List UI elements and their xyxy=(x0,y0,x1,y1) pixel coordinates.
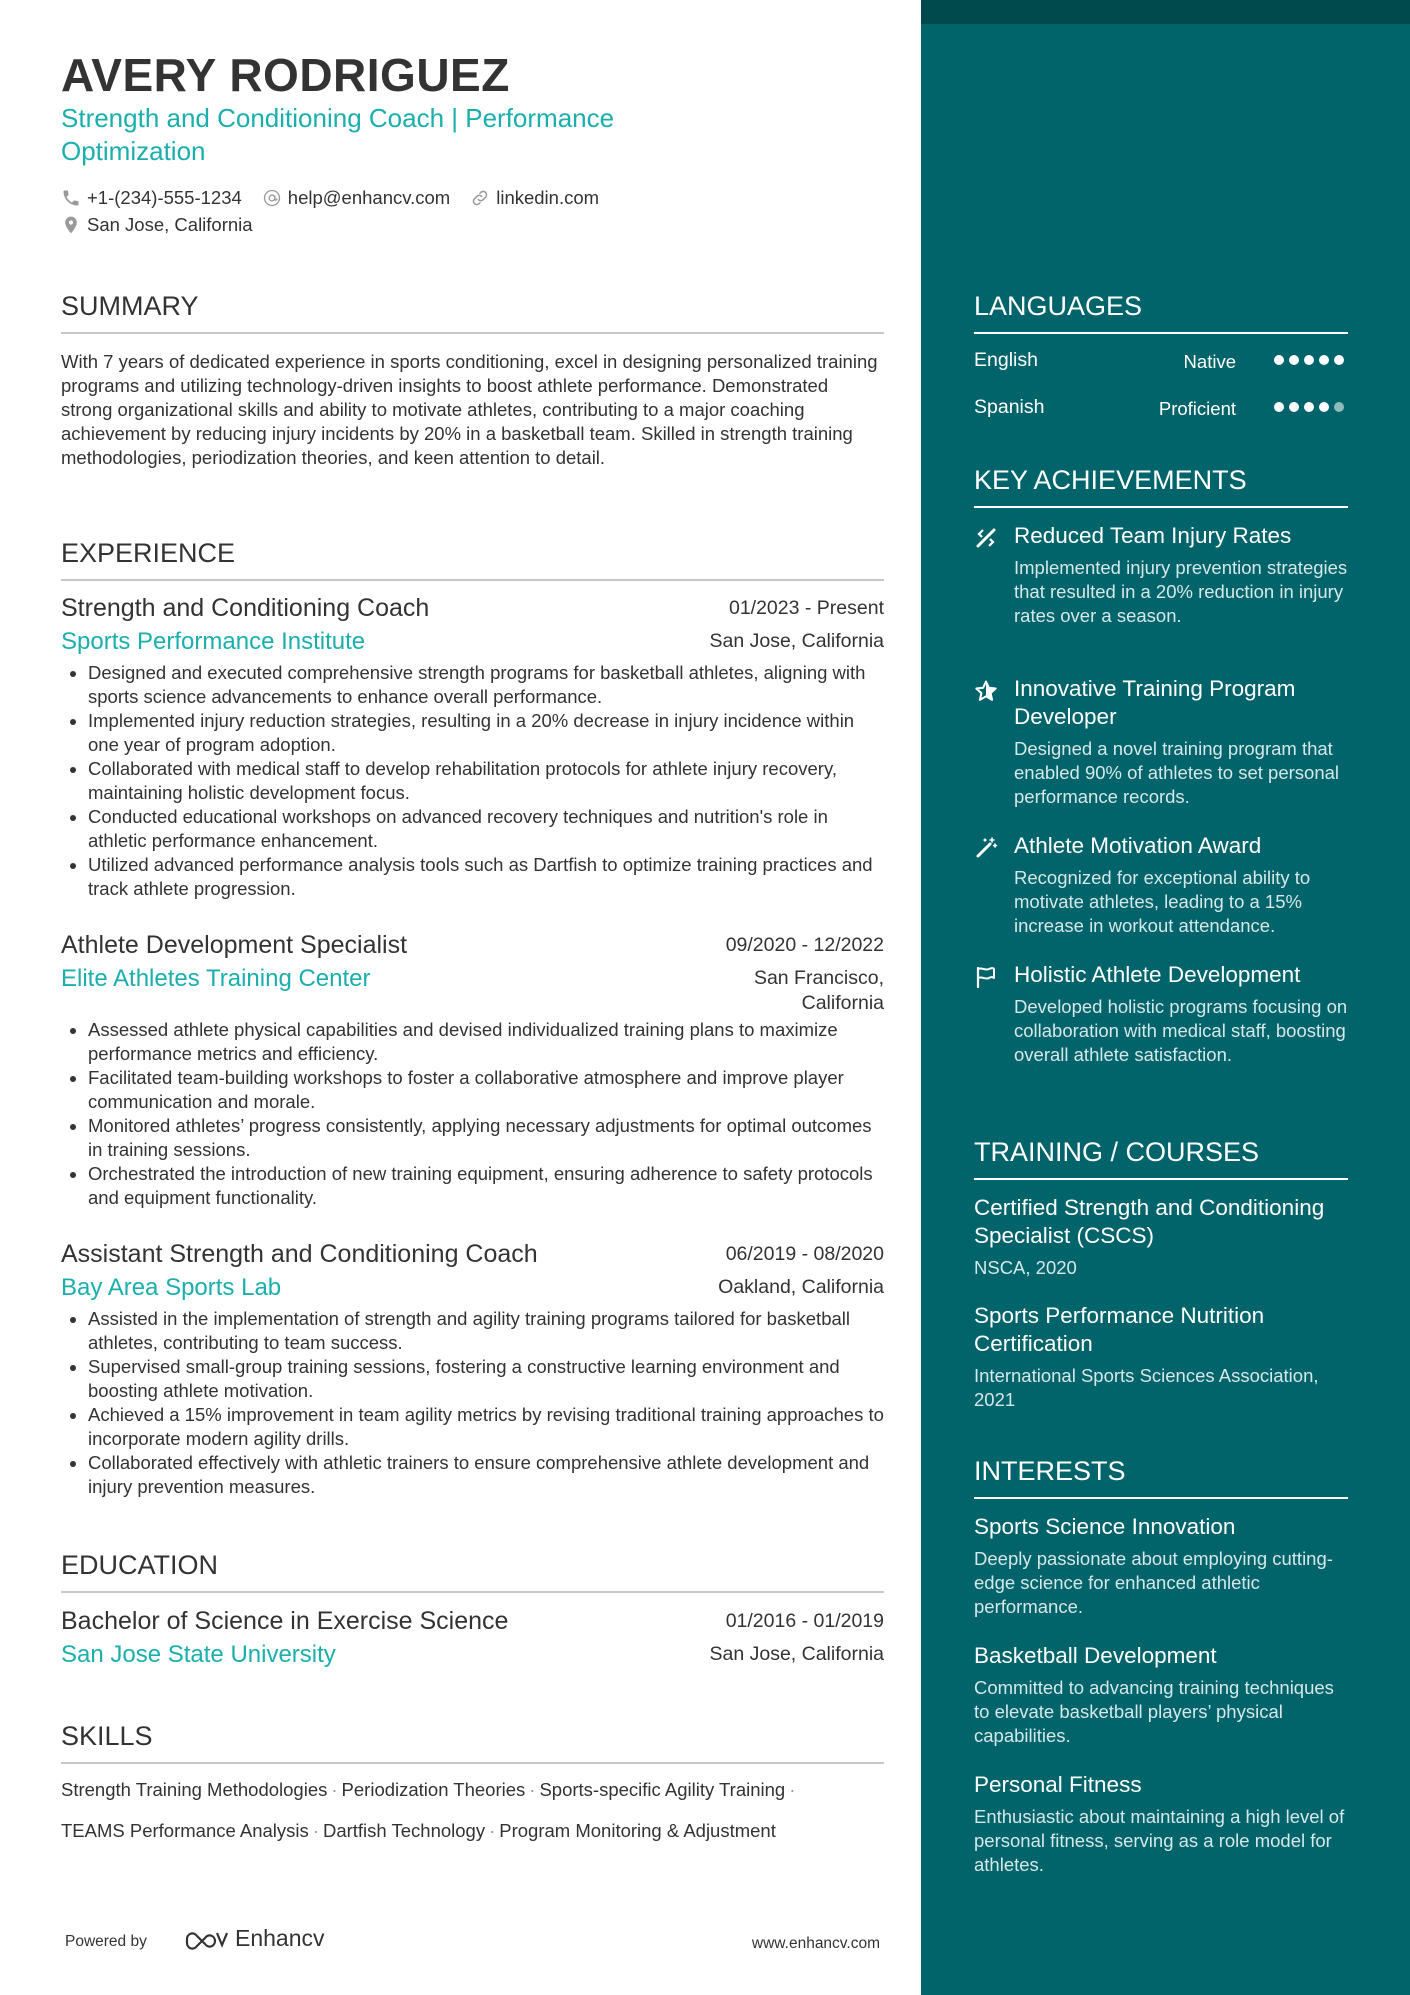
location-text: San Jose, California xyxy=(87,213,253,235)
star-icon xyxy=(974,679,998,703)
training-title: Certified Strength and Conditioning Specialist (CSCS) xyxy=(974,1195,1325,1248)
language-rating xyxy=(1274,402,1344,412)
rating-dot-empty xyxy=(1334,402,1344,412)
education-location: San Jose, California xyxy=(709,1643,884,1665)
rating-dot xyxy=(1319,402,1329,412)
summary-heading: SUMMARY xyxy=(61,290,884,334)
job-company: Bay Area Sports Lab xyxy=(61,1274,282,1301)
rating-dot xyxy=(1304,355,1314,365)
bullet-item: • Collaborated effectively with athletic trainers to ensure comprehensive athlete development and injury prevention measures. xyxy=(88,1451,884,1499)
job-bullets xyxy=(61,1018,884,1210)
skill-item: Strength Training Methodologies xyxy=(61,1779,328,1800)
experience-entry xyxy=(61,591,884,901)
skill-separator: · xyxy=(529,1779,536,1800)
sidebar-top-bar xyxy=(921,0,1410,24)
interest-item xyxy=(974,1513,1354,1619)
job-title: Athlete Development Specialist xyxy=(61,931,408,959)
job-dates: 09/2020 - 12/2022 xyxy=(725,934,884,956)
at-icon xyxy=(262,188,282,208)
interest-title: Personal Fitness xyxy=(974,1772,1142,1797)
degree: Bachelor of Science in Exercise Science xyxy=(61,1607,509,1635)
achievement-item xyxy=(974,675,1354,809)
job-dates: 06/2019 - 08/2020 xyxy=(725,1243,884,1265)
language-rating xyxy=(1274,355,1344,365)
interest-title: Basketball Development xyxy=(974,1643,1217,1668)
achievement-desc: Designed a novel training program that enabled 90% of athletes to set personal performance records. xyxy=(1014,738,1340,807)
training-heading: TRAINING / COURSES xyxy=(974,1136,1348,1180)
education-entry xyxy=(61,1604,884,1672)
bullet-item: • Supervised small-group training sessions, fostering a constructive learning environment and boosting athlete motivation. xyxy=(88,1355,884,1403)
skill-item: Program Monitoring & Adjustment xyxy=(499,1820,776,1841)
bullet-item: • Conducted educational workshops on advanced recovery techniques and nutrition's role in athletic performance enhancement. xyxy=(88,805,884,853)
skill-separator: · xyxy=(312,1820,319,1841)
headline: Strength and Conditioning Coach | Performance Optimization xyxy=(61,103,615,166)
achievement-desc: Recognized for exceptional ability to motivate athletes, leading to a 15% increase in workout attendance. xyxy=(1014,867,1311,936)
candidate-name: AVERY RODRIGUEZ xyxy=(61,49,510,101)
job-company: Elite Athletes Training Center xyxy=(61,965,371,992)
skills-row xyxy=(61,1779,901,1801)
training-title: Sports Performance Nutrition Certification xyxy=(974,1303,1265,1356)
languages-heading: LANGUAGES xyxy=(974,290,1348,334)
language-item xyxy=(974,396,1348,426)
magic-wand-icon xyxy=(974,836,998,860)
skill-item: TEAMS Performance Analysis xyxy=(61,1820,309,1841)
job-title: Strength and Conditioning Coach xyxy=(61,594,430,622)
job-location: Oakland, California xyxy=(718,1276,884,1298)
skill-item: Dartfish Technology xyxy=(322,1820,486,1841)
bullet-item: • Designed and executed comprehensive strength programs for basketball athletes, aligning with sports science advancements to enhance overall performance. xyxy=(88,661,884,709)
skill-separator: · xyxy=(331,1779,338,1800)
education-dates: 01/2016 - 01/2019 xyxy=(725,1610,884,1632)
interests-heading: INTERESTS xyxy=(974,1455,1348,1499)
location-contact xyxy=(61,214,253,236)
skill-separator: · xyxy=(789,1779,796,1800)
achievement-title: Reduced Team Injury Rates xyxy=(1014,523,1292,548)
job-location: San Jose, California xyxy=(709,630,884,652)
achievement-item xyxy=(974,961,1354,1067)
job-title: Assistant Strength and Conditioning Coach xyxy=(61,1240,538,1268)
powered-by-label: Powered by xyxy=(65,1933,147,1950)
training-item xyxy=(974,1194,1354,1280)
contact-info xyxy=(61,184,861,238)
job-bullets xyxy=(61,661,884,901)
rating-dot xyxy=(1334,355,1344,365)
bullet-item: • Monitored athletes’ progress consistently, applying necessary adjustments for optimal outcomes in training sessions. xyxy=(88,1114,884,1162)
interest-desc: Deeply passionate about employing cutting-edge science for enhanced athletic performance. xyxy=(974,1548,1333,1617)
language-name: Spanish xyxy=(974,396,1045,418)
skill-item: Periodization Theories xyxy=(341,1779,526,1800)
job-dates: 01/2023 - Present xyxy=(728,597,884,619)
language-level: Proficient xyxy=(1158,398,1236,419)
link-icon xyxy=(470,188,490,208)
achievement-item xyxy=(974,832,1354,938)
linkedin-contact[interactable] xyxy=(470,187,599,209)
interest-item xyxy=(974,1771,1354,1877)
skill-item: Sports-specific Agility Training xyxy=(539,1779,786,1800)
skills-row xyxy=(61,1820,901,1842)
bullet-item: • Utilized advanced performance analysis tools such as Dartfish to optimize training practices and track athlete progression. xyxy=(88,853,884,901)
email-contact[interactable] xyxy=(262,187,450,209)
skill-separator: · xyxy=(489,1820,496,1841)
training-item xyxy=(974,1302,1354,1412)
summary-text: With 7 years of dedicated experience in sports conditioning, excel in designing personalized training programs and utilizing technology-driven insights to boost athlete performance. Demonstrated strong organizational skills and ability to motivate athletes, contributing to a major coaching achievement by reducing injury incidents by 20% in a basketball team. Skilled in strength training methodologies, periodization theories, and keen attention to detail. xyxy=(61,351,878,468)
language-name: English xyxy=(974,349,1038,371)
achievement-item xyxy=(974,522,1354,628)
skills-heading: SKILLS xyxy=(61,1720,884,1764)
achievement-desc: Implemented injury prevention strategies that resulted in a 20% reduction in injury rates over a season. xyxy=(1014,557,1348,626)
training-provider: NSCA, 2020 xyxy=(974,1257,1077,1278)
job-bullets xyxy=(61,1307,884,1499)
rating-dot xyxy=(1304,402,1314,412)
enhancv-logo[interactable] xyxy=(183,1925,325,1952)
flag-icon xyxy=(974,965,998,989)
bullet-item: • Assisted in the implementation of strength and agility training programs tailored for basketball athletes, contributing to team success. xyxy=(88,1307,884,1355)
interest-title: Sports Science Innovation xyxy=(974,1514,1236,1539)
bullet-item: • Achieved a 15% improvement in team agility metrics by revising traditional training approaches to incorporate modern agility drills. xyxy=(88,1403,884,1451)
rating-dot xyxy=(1274,402,1284,412)
location-pin-icon xyxy=(61,215,81,235)
achievement-title: Athlete Motivation Award xyxy=(1014,833,1262,858)
experience-entry xyxy=(61,928,884,1210)
experience-heading: EXPERIENCE xyxy=(61,537,884,581)
achievement-desc: Developed holistic programs focusing on collaboration with medical staff, boosting overall athlete satisfaction. xyxy=(1014,996,1348,1065)
achievement-title: Innovative Training Program Developer xyxy=(1014,676,1296,729)
bullet-item: • Collaborated with medical staff to develop rehabilitation protocols for athlete injury recovery, maintaining holistic development focus. xyxy=(88,757,884,805)
phone-contact xyxy=(61,187,242,209)
achievements-heading: KEY ACHIEVEMENTS xyxy=(974,464,1348,508)
phone-text: +1-(234)-555-1234 xyxy=(87,186,242,208)
job-location: San Francisco, California xyxy=(753,967,884,1014)
footer-url[interactable]: www.enhancv.com xyxy=(751,1935,880,1952)
language-item xyxy=(974,349,1348,379)
interest-desc: Enthusiastic about maintaining a high level of personal fitness, serving as a role model for athletes. xyxy=(974,1806,1345,1875)
training-provider: International Sports Sciences Association, 2021 xyxy=(974,1365,1319,1410)
linkedin-link[interactable]: linkedin.com xyxy=(496,186,600,208)
bandage-icon xyxy=(974,526,998,550)
job-company: Sports Performance Institute xyxy=(61,628,366,655)
bullet-item: • Facilitated team-building workshops to foster a collaborative atmosphere and improve player communication and morale. xyxy=(88,1066,884,1114)
bullet-item: • Assessed athlete physical capabilities and devised individualized training plans to maximize performance metrics and efficiency. xyxy=(88,1018,884,1066)
education-heading: EDUCATION xyxy=(61,1549,884,1593)
footer xyxy=(65,1925,880,1965)
enhancv-logo-icon xyxy=(183,1927,229,1951)
interest-item xyxy=(974,1642,1354,1748)
bullet-item: • Orchestrated the introduction of new training equipment, ensuring adherence to safety protocols and equipment functionality. xyxy=(88,1162,884,1210)
rating-dot xyxy=(1289,402,1299,412)
interest-desc: Committed to advancing training techniques to elevate basketball players’ physical capabilities. xyxy=(974,1677,1334,1746)
phone-icon xyxy=(61,188,81,208)
school-name: San Jose State University xyxy=(61,1641,336,1668)
rating-dot xyxy=(1319,355,1329,365)
email-link[interactable]: help@enhancv.com xyxy=(287,186,451,208)
rating-dot xyxy=(1289,355,1299,365)
experience-entry xyxy=(61,1237,884,1499)
rating-dot xyxy=(1274,355,1284,365)
language-level: Native xyxy=(1183,351,1236,372)
bullet-item: • Implemented injury reduction strategies, resulting in a 20% decrease in injury incidence within one year of program adoption. xyxy=(88,709,884,757)
enhancv-brand: Enhancv xyxy=(235,1925,325,1951)
achievement-title: Holistic Athlete Development xyxy=(1014,962,1301,987)
